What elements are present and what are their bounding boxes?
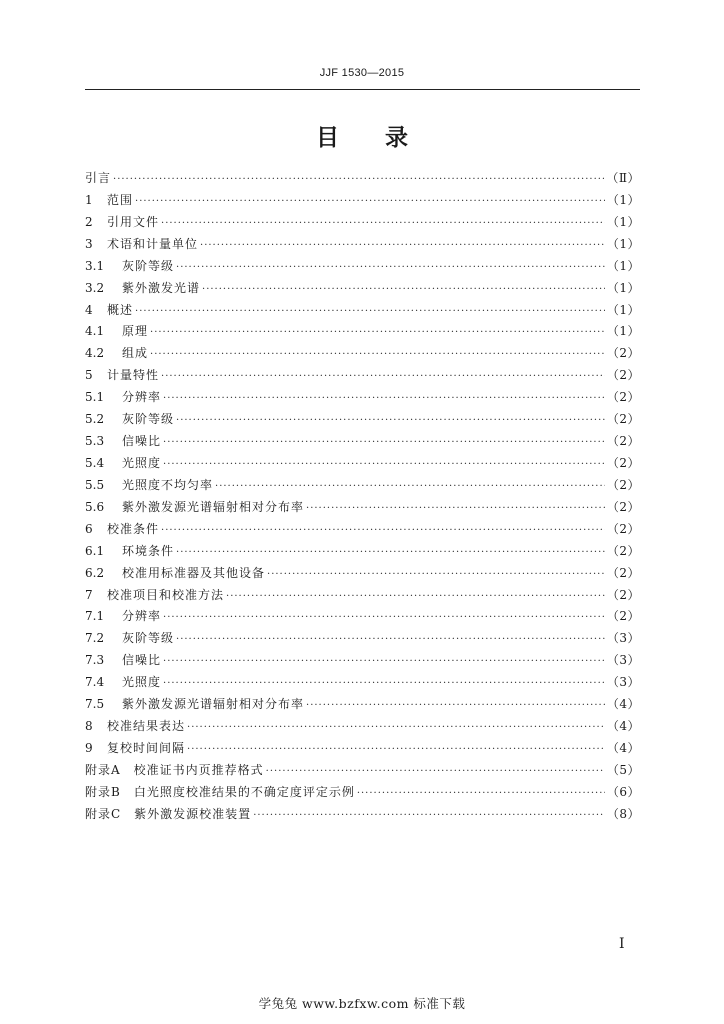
toc-entry-title: 光照度不均匀率 — [122, 477, 214, 492]
toc-entry-title: 信噪比 — [122, 434, 162, 449]
toc-dot-leader — [148, 344, 605, 366]
page-number: Ⅰ — [619, 936, 625, 952]
toc-entry — [85, 716, 640, 738]
toc-entry-title: 附录C 紫外激发源校准装置 — [85, 806, 252, 821]
toc-entry-number: 5.4 — [85, 455, 105, 470]
toc-entry-title: 分辨率 — [122, 609, 162, 624]
toc-entry-page: （2） — [606, 412, 640, 427]
toc-dot-leader — [161, 388, 605, 410]
toc-entry-number: 3 — [85, 236, 93, 251]
toc-entry — [85, 585, 640, 607]
toc-entry-page: （5） — [606, 762, 640, 777]
toc-entry — [85, 343, 640, 365]
toc-entry — [85, 321, 640, 343]
toc-entry-title: 范围 — [107, 192, 134, 207]
toc-entry — [85, 760, 640, 782]
toc-dot-leader — [148, 322, 605, 344]
toc-entry-number: 6.1 — [85, 543, 105, 558]
toc-entry-page: （1） — [606, 324, 640, 339]
toc-entry-page: （2） — [606, 346, 640, 361]
toc-entry-title: 分辨率 — [122, 390, 162, 405]
toc-entry-title: 光照度 — [122, 675, 162, 690]
toc-dot-leader — [161, 673, 605, 695]
toc-entry-title: 校准用标准器及其他设备 — [122, 565, 266, 580]
toc-entry-title: 计量特性 — [107, 368, 160, 383]
toc-dot-leader — [174, 629, 605, 651]
toc-entry-title: 原理 — [122, 324, 149, 339]
toc-entry-number: 6 — [85, 521, 93, 536]
toc-dot-leader — [161, 432, 605, 454]
toc-dot-leader — [159, 366, 605, 388]
toc-dot-leader — [159, 213, 605, 235]
toc-entry-number: 9 — [85, 740, 93, 755]
toc-entry — [85, 300, 640, 322]
standard-code: JJF 1530—2015 — [319, 67, 405, 79]
toc-entry-number: 7.5 — [85, 697, 105, 712]
toc-entry-page: （2） — [606, 543, 640, 558]
toc-entry-title: 术语和计量单位 — [107, 236, 199, 251]
toc-dot-leader — [174, 542, 605, 564]
toc-entry-title: 附录A 校准证书内页推荐格式 — [85, 762, 264, 777]
toc-dot-leader — [174, 257, 605, 279]
toc-dot-leader — [198, 235, 605, 257]
toc-entry — [85, 650, 640, 672]
toc-entry-page: （2） — [606, 455, 640, 470]
toc-entry-title: 复校时间间隔 — [107, 740, 186, 755]
toc-entry-title: 紫外激发源光谱辐射相对分布率 — [122, 499, 305, 514]
table-of-contents — [85, 168, 640, 826]
toc-entry-page: （4） — [606, 697, 640, 712]
toc-entry — [85, 563, 640, 585]
toc-entry-number: 5.6 — [85, 499, 105, 514]
toc-entry-page: （2） — [606, 477, 640, 492]
toc-entry — [85, 804, 640, 826]
toc-entry-page: （8） — [606, 806, 640, 821]
toc-entry-page: （2） — [606, 521, 640, 536]
toc-entry-page: （1） — [606, 302, 640, 317]
toc-entry-title: 校准项目和校准方法 — [107, 587, 225, 602]
toc-entry-number: 5 — [85, 368, 93, 383]
toc-entry — [85, 628, 640, 650]
toc-entry-title: 引用文件 — [107, 214, 160, 229]
toc-entry-page: （1） — [606, 258, 640, 273]
toc-entry-number: 7.2 — [85, 631, 105, 646]
toc-dot-leader — [185, 717, 605, 739]
toc-dot-leader — [161, 454, 605, 476]
toc-entry-number: 4.2 — [85, 346, 105, 361]
toc-entry-page: （3） — [606, 675, 640, 690]
toc-dot-leader — [133, 191, 605, 213]
toc-dot-leader — [185, 739, 605, 761]
toc-entry — [85, 738, 640, 760]
toc-dot-leader — [355, 783, 605, 805]
toc-entry-page: （1） — [606, 280, 640, 295]
toc-entry-page: （4） — [606, 719, 640, 734]
toc-entry — [85, 475, 640, 497]
toc-entry-page: （2） — [606, 609, 640, 624]
toc-entry — [85, 234, 640, 256]
toc-entry — [85, 541, 640, 563]
toc-entry-title: 信噪比 — [122, 653, 162, 668]
toc-entry-title: 概述 — [107, 302, 134, 317]
toc-entry-page: （1） — [606, 192, 640, 207]
toc-entry-title: 组成 — [122, 346, 149, 361]
toc-entry — [85, 497, 640, 519]
toc-dot-leader — [133, 301, 605, 323]
toc-dot-leader — [304, 498, 605, 520]
toc-dot-leader — [304, 695, 605, 717]
toc-entry — [85, 672, 640, 694]
toc-entry — [85, 168, 640, 190]
page-title: 目录 — [316, 125, 454, 151]
footer-watermark: 学兔兔 www.bzfxw.com 标准下载 — [258, 996, 466, 1011]
toc-entry — [85, 365, 640, 387]
toc-entry-title: 校准条件 — [107, 521, 160, 536]
toc-entry — [85, 431, 640, 453]
toc-entry-title: 灰阶等级 — [122, 412, 175, 427]
toc-entry-title: 光照度 — [122, 455, 162, 470]
toc-entry-title: 紫外激发光谱 — [122, 280, 201, 295]
toc-entry-page: （4） — [606, 740, 640, 755]
toc-entry-number: 5.2 — [85, 412, 105, 427]
toc-entry-number: 3.1 — [85, 258, 105, 273]
toc-entry-number: 5.1 — [85, 390, 105, 405]
toc-entry-number: 7 — [85, 587, 93, 602]
toc-dot-leader — [265, 564, 605, 586]
toc-entry — [85, 409, 640, 431]
toc-dot-leader — [161, 651, 605, 673]
toc-entry-number: 7.4 — [85, 675, 105, 690]
toc-dot-leader — [264, 761, 605, 783]
toc-entry-number: 7.3 — [85, 653, 105, 668]
toc-entry-number: 4.1 — [85, 324, 105, 339]
header-rule — [85, 89, 640, 90]
toc-entry-title: 紫外激发源光谱辐射相对分布率 — [122, 697, 305, 712]
toc-entry-number: 3.2 — [85, 280, 105, 295]
toc-dot-leader — [251, 805, 605, 827]
toc-entry — [85, 453, 640, 475]
toc-entry — [85, 212, 640, 234]
toc-entry-page: （1） — [606, 214, 640, 229]
toc-entry-number: 8 — [85, 719, 93, 734]
toc-entry-title: 灰阶等级 — [122, 258, 175, 273]
toc-dot-leader — [111, 169, 604, 191]
toc-entry-number: 2 — [85, 214, 93, 229]
toc-entry — [85, 387, 640, 409]
toc-entry-page: （2） — [606, 587, 640, 602]
toc-entry-number: 4 — [85, 302, 93, 317]
toc-entry-page: （3） — [606, 653, 640, 668]
toc-dot-leader — [161, 607, 605, 629]
toc-entry-number: 1 — [85, 192, 93, 207]
toc-entry — [85, 278, 640, 300]
toc-entry — [85, 519, 640, 541]
toc-entry-page: （6） — [606, 784, 640, 799]
toc-entry-number: 6.2 — [85, 565, 105, 580]
toc-entry — [85, 694, 640, 716]
toc-entry-number: 5.3 — [85, 434, 105, 449]
toc-entry — [85, 782, 640, 804]
toc-dot-leader — [224, 586, 605, 608]
toc-entry-title: 引言 — [85, 171, 112, 185]
toc-entry-title: 附录B 白光照度校准结果的不确定度评定示例 — [85, 784, 355, 799]
toc-entry — [85, 190, 640, 212]
toc-dot-leader — [159, 520, 605, 542]
toc-entry-title: 环境条件 — [122, 543, 175, 558]
toc-entry-page: （Ⅱ） — [606, 171, 640, 185]
toc-entry-page: （2） — [606, 499, 640, 514]
toc-entry — [85, 606, 640, 628]
toc-entry-number: 5.5 — [85, 477, 105, 492]
toc-entry-page: （2） — [606, 434, 640, 449]
toc-entry-page: （2） — [606, 390, 640, 405]
toc-entry-number: 7.1 — [85, 609, 105, 624]
toc-entry-page: （1） — [606, 236, 640, 251]
toc-entry — [85, 256, 640, 278]
toc-dot-leader — [174, 410, 605, 432]
toc-entry-page: （2） — [606, 368, 640, 383]
toc-entry-page: （2） — [606, 565, 640, 580]
toc-dot-leader — [200, 279, 605, 301]
toc-entry-title: 校准结果表达 — [107, 719, 186, 734]
toc-entry-title: 灰阶等级 — [122, 631, 175, 646]
toc-entry-page: （3） — [606, 631, 640, 646]
toc-dot-leader — [213, 476, 605, 498]
